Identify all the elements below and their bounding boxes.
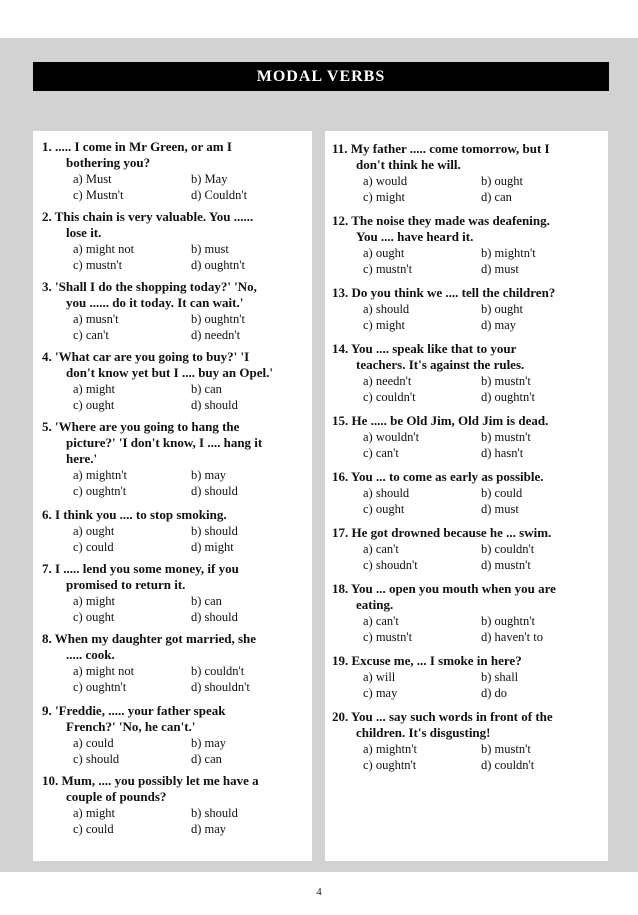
answer-option: b) ought	[481, 174, 524, 188]
question-text: 9. 'Freddie, ..... your father speak French?' 'No, he can't.'	[42, 703, 226, 734]
answer-options	[42, 593, 306, 625]
answer-option: b) can	[191, 594, 222, 608]
answer-option: a) might not	[73, 242, 135, 256]
answer-option: a) can't	[363, 614, 399, 628]
answer-option: c) ought	[73, 398, 115, 412]
question-item	[332, 581, 602, 645]
answer-options	[42, 241, 306, 273]
answer-option: a) mightn't	[363, 742, 417, 756]
answer-option: b) couldn't	[191, 664, 245, 678]
answer-option: b) mightn't	[481, 246, 536, 260]
question-text: 16. You ... to come as early as possible.	[332, 469, 544, 484]
answer-option: c) ought	[73, 610, 115, 624]
answer-option: d) must	[481, 502, 519, 516]
answer-option: d) needn't	[191, 328, 241, 342]
right-question-column	[325, 131, 608, 861]
answer-options	[332, 613, 602, 645]
question-item	[42, 703, 306, 767]
question-item	[42, 631, 306, 695]
answer-option: c) could	[73, 822, 114, 836]
answer-options	[42, 735, 306, 767]
answer-option: a) musn't	[73, 312, 119, 326]
question-text: 11. My father ..... come tomorrow, but I don't think he will.	[332, 141, 550, 172]
answer-options	[332, 669, 602, 701]
question-item	[42, 349, 306, 413]
answer-options	[42, 805, 306, 837]
answer-option: d) Couldn't	[191, 188, 248, 202]
answer-option: a) might	[73, 382, 116, 396]
answer-option: c) Mustn't	[73, 188, 124, 202]
answer-option: b) oughtn't	[481, 614, 535, 628]
answer-option: a) should	[363, 302, 410, 316]
answer-option: d) should	[191, 484, 238, 498]
answer-options	[332, 429, 602, 461]
answer-option: c) might	[363, 190, 406, 204]
question-item	[332, 413, 602, 461]
answer-options	[332, 541, 602, 573]
worksheet-title	[33, 62, 609, 91]
question-item	[332, 285, 602, 333]
answer-option: c) ought	[363, 502, 405, 516]
question-item	[332, 213, 602, 277]
answer-option: d) do	[481, 686, 508, 700]
question-text: 15. He ..... be Old Jim, Old Jim is dead.	[332, 413, 549, 428]
answer-options	[42, 311, 306, 343]
answer-option: a) could	[73, 736, 114, 750]
question-text: 4. 'What car are you going to buy?' 'I don't know yet but I .... buy an Opel.'	[42, 349, 273, 380]
answer-options	[42, 663, 306, 695]
answer-option: d) oughtn't	[191, 258, 245, 272]
answer-option: d) haven't to	[481, 630, 543, 644]
answer-option: d) oughtn't	[481, 390, 535, 404]
answer-option: c) mustn't	[363, 262, 413, 276]
question-text: 12. The noise they made was deafening. You .... have heard it.	[332, 213, 550, 244]
answer-option: a) ought	[363, 246, 405, 260]
answer-option: b) could	[481, 486, 523, 500]
question-item	[42, 507, 306, 555]
answer-option: c) could	[73, 540, 114, 554]
answer-option: d) shouldn't	[191, 680, 250, 694]
answer-option: a) can't	[363, 542, 399, 556]
left-question-list	[33, 131, 312, 837]
answer-option: b) ought	[481, 302, 524, 316]
answer-option: c) oughtn't	[363, 758, 417, 772]
answer-option: a) might	[73, 594, 116, 608]
question-item	[332, 525, 602, 573]
answer-option: a) wouldn't	[363, 430, 420, 444]
question-item	[42, 561, 306, 625]
question-item	[42, 419, 306, 499]
answer-option: d) must	[481, 262, 519, 276]
answer-option: c) mustn't	[363, 630, 413, 644]
question-item	[332, 341, 602, 405]
question-text: 19. Excuse me, ... I smoke in here?	[332, 653, 522, 668]
question-text: 8. When my daughter got married, she ..... cook.	[42, 631, 257, 662]
answer-option: d) couldn't	[481, 758, 535, 772]
answer-option: d) should	[191, 610, 238, 624]
answer-option: d) might	[191, 540, 234, 554]
answer-option: d) may	[481, 318, 517, 332]
answer-option: d) hasn't	[481, 446, 524, 460]
answer-option: c) oughtn't	[73, 680, 127, 694]
answer-option: d) can	[481, 190, 512, 204]
question-text: 3. 'Shall I do the shopping today?' 'No, you ...... do it today. It can wait.'	[42, 279, 257, 310]
question-item	[42, 279, 306, 343]
answer-option: a) might	[73, 806, 116, 820]
page-number: 4	[316, 886, 322, 898]
answer-options	[42, 381, 306, 413]
answer-options	[42, 171, 306, 203]
answer-option: b) mustn't	[481, 374, 531, 388]
left-question-column	[33, 131, 312, 861]
question-text: 14. You .... speak like that to your teachers. It's against the rules.	[332, 341, 525, 372]
answer-option: c) oughtn't	[73, 484, 127, 498]
question-text: 13. Do you think we .... tell the children?	[332, 285, 556, 300]
answer-option: b) can	[191, 382, 222, 396]
question-text: 5. 'Where are you going to hang the picture?' 'I don't know, I .... hang it here.'	[42, 419, 263, 466]
answer-option: b) mustn't	[481, 430, 531, 444]
question-item	[42, 209, 306, 273]
answer-option: b) couldn't	[481, 542, 535, 556]
answer-option: b) May	[191, 172, 228, 186]
answer-option: d) mustn't	[481, 558, 531, 572]
answer-option: b) shall	[481, 670, 519, 684]
answer-options	[42, 523, 306, 555]
answer-option: c) may	[363, 686, 398, 700]
answer-option: a) Must	[73, 172, 112, 186]
answer-options	[42, 467, 306, 499]
worksheet-title-text: MODAL VERBS	[256, 67, 386, 85]
answer-option: c) can't	[73, 328, 109, 342]
question-text: 7. I ..... lend you some money, if you promised to return it.	[42, 561, 239, 592]
answer-option: a) mightn't	[73, 468, 127, 482]
answer-options	[332, 173, 602, 205]
answer-option: b) mustn't	[481, 742, 531, 756]
answer-option: c) mustn't	[73, 258, 123, 272]
question-text: 20. You ... say such words in front of the children. It's disgusting!	[332, 709, 553, 740]
answer-option: a) ought	[73, 524, 115, 538]
answer-option: b) may	[191, 468, 227, 482]
answer-option: b) may	[191, 736, 227, 750]
question-item	[332, 709, 602, 773]
question-item	[42, 773, 306, 837]
question-text: 1. ..... I come in Mr Green, or am I bothering you?	[42, 139, 232, 170]
question-item	[332, 469, 602, 517]
answer-options	[332, 301, 602, 333]
answer-options	[332, 741, 602, 773]
answer-options	[332, 373, 602, 405]
question-item	[42, 139, 306, 203]
question-text: 17. He got drowned because he ... swim.	[332, 525, 552, 540]
answer-option: b) must	[191, 242, 229, 256]
answer-option: c) couldn't	[363, 390, 416, 404]
question-text: 10. Mum, .... you possibly let me have a couple of pounds?	[42, 773, 259, 804]
answer-option: c) might	[363, 318, 406, 332]
question-item	[332, 653, 602, 701]
answer-option: a) will	[363, 670, 396, 684]
answer-options	[332, 245, 602, 277]
answer-option: c) shoudn't	[363, 558, 418, 572]
answer-option: a) needn't	[363, 374, 412, 388]
answer-options	[332, 485, 602, 517]
answer-option: d) should	[191, 398, 238, 412]
right-question-list	[325, 131, 608, 773]
question-text: 2. This chain is very valuable. You ...... lose it.	[42, 209, 254, 240]
question-item	[332, 141, 602, 205]
answer-option: d) can	[191, 752, 222, 766]
question-text: 6. I think you .... to stop smoking.	[42, 507, 227, 522]
answer-option: a) would	[363, 174, 408, 188]
answer-option: b) should	[191, 806, 238, 820]
question-text: 18. You ... open you mouth when you are eating.	[332, 581, 556, 612]
answer-option: a) should	[363, 486, 410, 500]
answer-option: b) should	[191, 524, 238, 538]
answer-option: c) should	[73, 752, 120, 766]
answer-option: a) might not	[73, 664, 135, 678]
answer-option: b) oughtn't	[191, 312, 245, 326]
answer-option: c) can't	[363, 446, 399, 460]
answer-option: d) may	[191, 822, 227, 836]
